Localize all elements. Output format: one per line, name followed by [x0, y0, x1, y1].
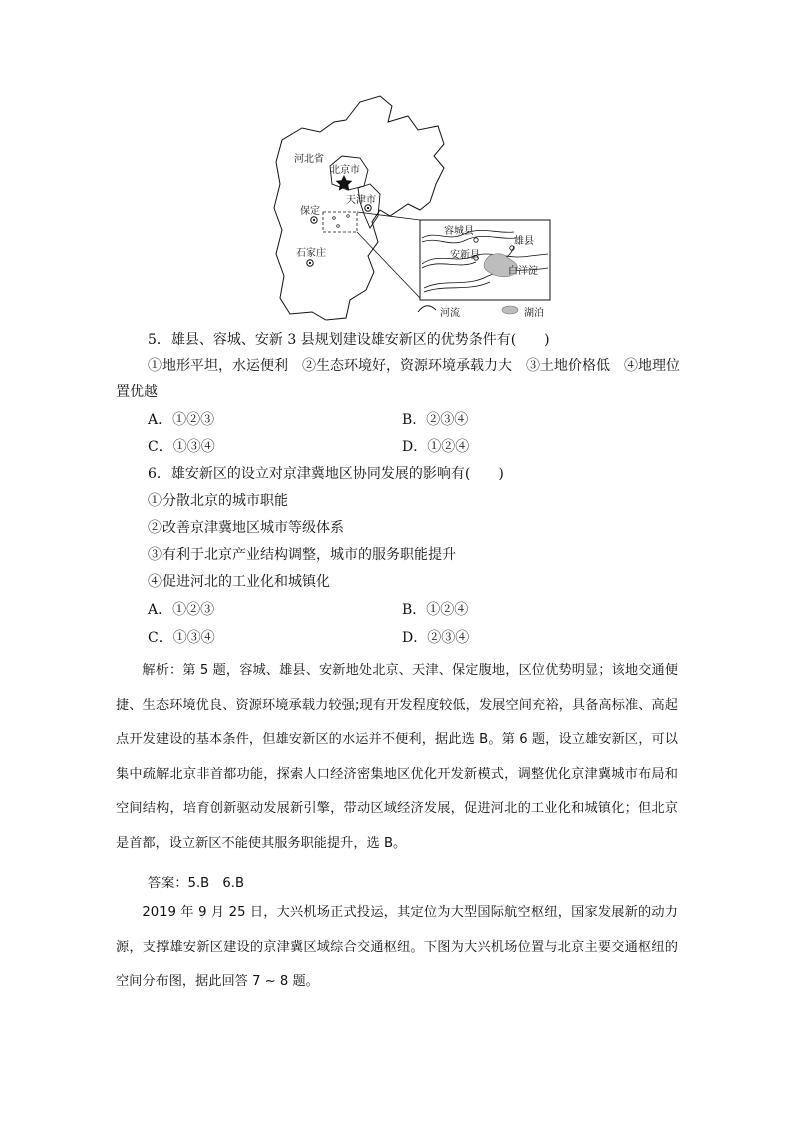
river-legend-icon [418, 306, 436, 312]
map-svg [268, 92, 558, 324]
q6-item-3: ③有利于北京产业结构调整，城市的服务职能提升 [148, 547, 456, 563]
lake-legend-icon [502, 306, 518, 314]
q5-stem: 5．雄县、容城、安新 3 县规划建设雄安新区的优势条件有( ) [148, 332, 550, 348]
inset-map-box [420, 220, 550, 300]
xiongxian-label: 雄县 [514, 236, 534, 247]
intro-paragraph: 2019 年 9 月 25 日，大兴机场正式投运，其定位为大型国际航空枢纽，国家发展新的动力源，支撑雄安新区建设的京津冀区域综合交通枢纽。下图为大兴机场位置与北京主要交通枢纽的空间分布图，据此回答 7 ~ 8 题。 [116, 905, 678, 990]
location-map [268, 92, 558, 324]
q6-option-d[interactable]: D．②③④ [402, 630, 470, 646]
baiyangdian-label: 白洋淀 [508, 266, 538, 277]
tianjin-outline [358, 184, 380, 228]
answer-line: 答案：5.B 6.B [148, 876, 245, 891]
q5-option-c[interactable]: C．①③④ [148, 439, 215, 455]
analysis-paragraph: 解析：第 5 题，容城、雄县、安新地处北京、天津、保定腹地，区位优势明显；该地交通便捷、生态环境优良、资源环境承载力较强;现有开发程度较低，发展空间充裕，具备高标准、高起点开发建设的基本条件，但雄安新区的水运并不便利，据此选 B。第 6 题，设立雄安新区，可以集中疏解北京非首都功能，探索人口经济密集地区优化开发新模式，调整优化京津冀城市布局和空间结构，培育创新驱动发展新引擎，带动区域经济发展，促进河北的工业化和城镇化；但北京是首都，设立新区不能使其服务职能提升，选 B。 [116, 663, 678, 851]
q6-option-b[interactable]: B．①②④ [402, 602, 469, 618]
q6-stem: 6．雄安新区的设立对京津冀地区协同发展的影响有( ) [148, 466, 504, 482]
shijiazhuang-label: 石家庄 [296, 248, 326, 259]
legend-river: 河流 [440, 308, 460, 319]
q5-conditions-line2: 置优越 [116, 384, 158, 400]
beijing-label: 北京市 [330, 165, 360, 176]
q6-option-a[interactable]: A．①②③ [148, 602, 215, 618]
q6-option-c[interactable]: C．①③④ [148, 630, 215, 646]
q6-item-1: ①分散北京的城市职能 [148, 493, 288, 509]
tianjin-label: 天津市 [346, 195, 376, 206]
q5-option-a[interactable]: A．①②③ [148, 412, 215, 428]
rongcheng-label: 容城县 [444, 226, 474, 237]
q5-option-b[interactable]: B．②③④ [402, 412, 469, 428]
q5-conditions-line1: ①地形平坦，水运便利 ②生态环境好，资源环境承载力大 ③土地价格低 ④地理位 [148, 358, 680, 374]
q5-option-d[interactable]: D．①②④ [402, 439, 470, 455]
xiongan-dashed-box [323, 212, 357, 232]
legend-lake: 湖泊 [524, 308, 544, 319]
q6-item-2: ②改善京津冀地区城市等级体系 [148, 520, 344, 536]
baoding-label: 保定 [300, 206, 320, 217]
hebei-label: 河北省 [294, 154, 324, 165]
q6-item-4: ④促进河北的工业化和城镇化 [148, 574, 330, 590]
anxin-label: 安新县 [450, 250, 480, 261]
